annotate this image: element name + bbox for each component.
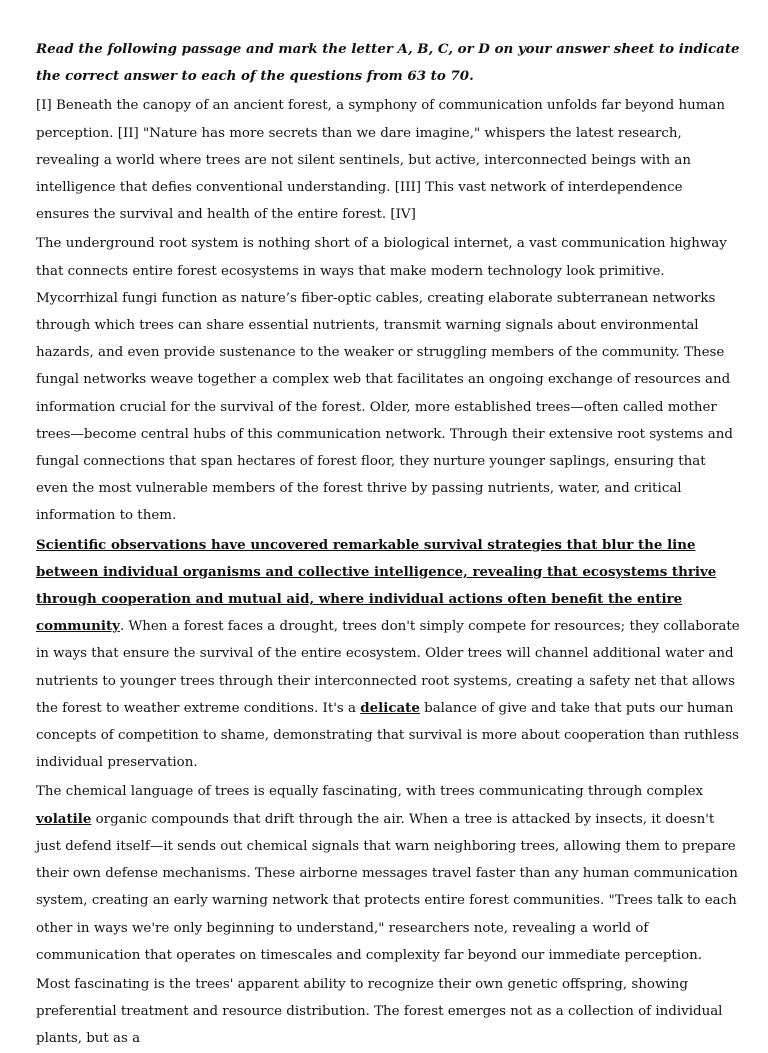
highlighted-word-delicate: delicate bbox=[360, 699, 420, 716]
paragraph-3-middle: . When a forest faces a drought, trees don't simply compete for resources; they collaborate in ways that ensure the survival of the entire ecosystem. Older trees will channel additional water and nutrients to younger trees through their interconnected root systems, creating a safety net that allows the forest to weather extreme conditions. It's a bbox=[36, 619, 740, 716]
paragraph-5: Most fascinating is the trees' apparent ability to recognize their own genetic offspring, showing preferential treatment and resource distribution. The forest emerges not as a collection of individual plants, but as a bbox=[36, 976, 723, 1047]
highlighted-word-volatile: volatile bbox=[36, 810, 92, 827]
paragraph-1: [I] Beneath the canopy of an ancient forest, a symphony of communication unfolds far beyond human perception. [II] "Nature has more secrets than we dare imagine," whispers the latest research, revealing a world where trees are not silent sentinels, but active, interconnected beings with an intelligence that defies conventional understanding. [III] This vast network of interdependence ensures the survival and health of the entire forest. [IV] bbox=[36, 98, 726, 223]
paragraph-4-start: The chemical language of trees is equally fascinating, with trees communicating through complex bbox=[36, 784, 704, 800]
paragraph-4-end: organic compounds that drift through the air. When a tree is attacked by insects, it doesn't just defend itself—it sends out chemical signals that warn neighboring trees, allowing them to prepare their own defense mechanisms. These airborne messages travel faster than any human communication system, creating an early warning network that protects entire forest communities. "Trees talk to each other in ways we're only beginning to understand," researchers note, revealing a world of communication that operates on timescales and complexity far beyond our immediate perception. bbox=[36, 811, 738, 963]
paragraph-3-end: balance of give and take that puts our human concepts of competition to shame, demonstrating that survival is more about cooperation than ruthless individual preservation. bbox=[36, 700, 739, 771]
underlined-sentence: Scientific observations have uncovered remarkable survival strategies that blur the line between individual organisms and collective intelligence, revealing that ecosystems thrive through cooperation and mutual aid, where individual actions often benefit the entire community bbox=[36, 536, 717, 635]
paragraph-4 bbox=[36, 778, 740, 968]
paragraph-3 bbox=[36, 532, 740, 777]
instruction-text: Read the following passage and mark the letter A, B, C, or D on your answer sheet to indicate the correct answer to each of the questions from 63 to 70. bbox=[36, 41, 740, 85]
paragraph-2: The underground root system is nothing short of a biological internet, a vast communication highway that connects entire forest ecosystems in ways that make modern technology look primitive. Mycorrhizal fungi function as nature’s fiber-optic cables, creating elaborate subterranean networks through which trees can share essential nutrients, transmit warning signals about environmental hazards, and even provide sustenance to the weaker or struggling members of the community. These fungal networks weave together a complex web that facilitates an ongoing exchange of resources and information crucial for the survival of the forest. Older, more established trees—often called mother trees—become central hubs of this communication network. Through their extensive root systems and fungal connections that span hectares of forest floor, they nurture younger saplings, ensuring that even the most vulnerable members of the forest thrive by passing nutrients, water, and critical information to them. bbox=[36, 236, 733, 524]
